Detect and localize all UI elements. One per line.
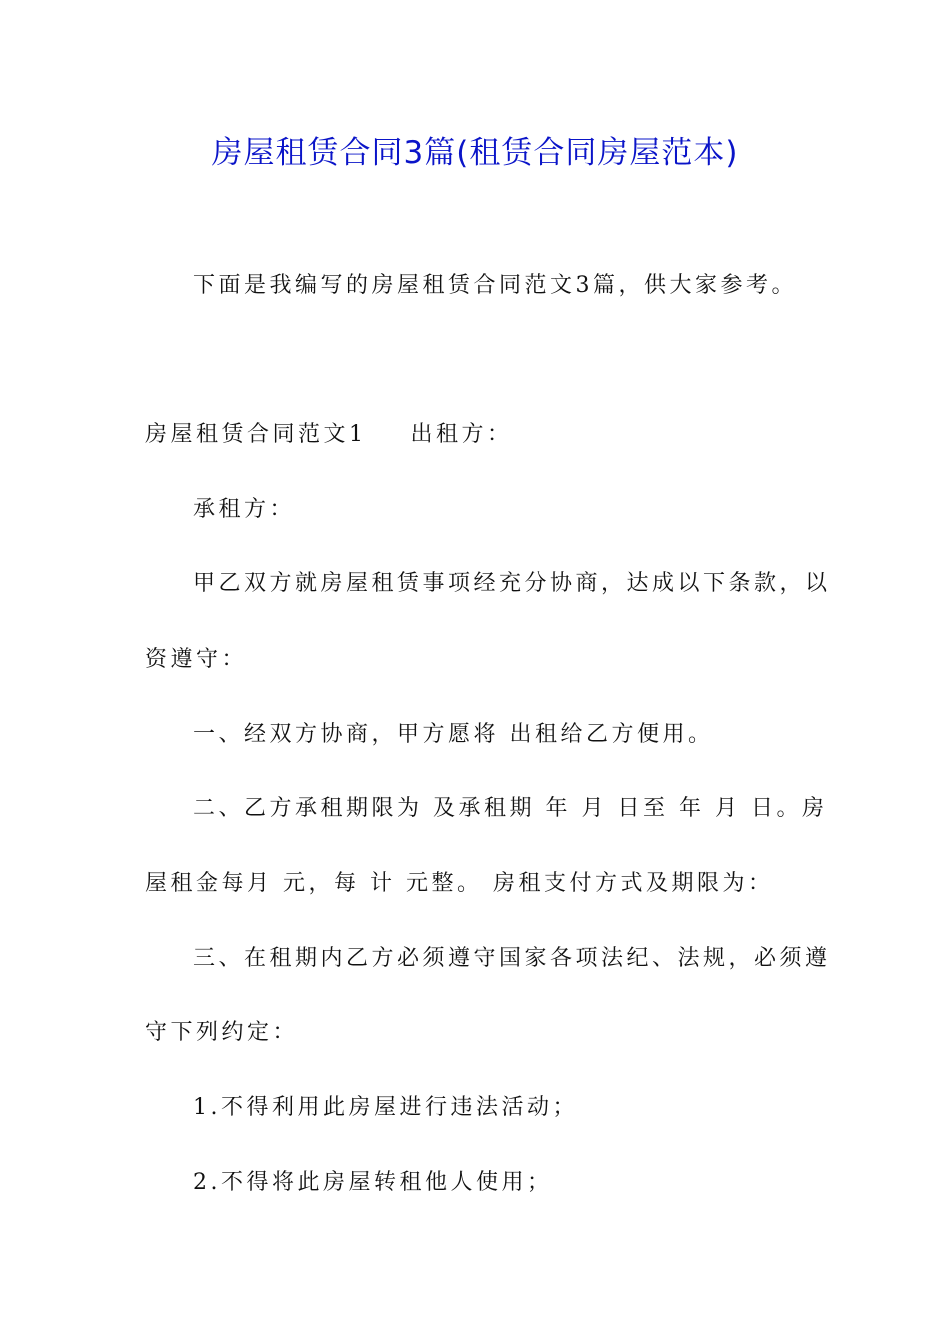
clause-intro-line-1: 甲乙双方就房屋租赁事项经充分协商，达成以下条款，以 xyxy=(193,571,831,596)
rule-2: 2.不得将此房屋转租他人使用； xyxy=(193,1170,553,1195)
section-heading-line xyxy=(145,415,810,455)
item-2-line-2: 屋租金每月 元，每 计 元整。 房租支付方式及期限为： xyxy=(145,871,774,896)
item-2-line-1: 二、乙方承租期限为 及承租期 年 月 日至 年 月 日。房 xyxy=(193,796,828,821)
lessor-label: 出租方： xyxy=(410,422,513,447)
item-3-line-1: 三、在租期内乙方必须遵守国家各项法纪、法规，必须遵 xyxy=(193,946,831,971)
intro-paragraph: 下面是我编写的房屋租赁合同范文3篇，供大家参考。 xyxy=(193,273,797,298)
section-heading: 房屋租赁合同范文1 xyxy=(145,422,367,447)
lessee-label: 承租方： xyxy=(193,497,296,522)
item-1: 一、经双方协商，甲方愿将 出租给乙方便用。 xyxy=(193,722,714,747)
document-title: 房屋租赁合同3篇(租赁合同房屋范本) xyxy=(211,135,739,171)
clause-intro-line-2: 资遵守： xyxy=(145,647,248,672)
rule-1: 1.不得利用此房屋进行违法活动； xyxy=(193,1095,578,1120)
item-3-line-2: 守下列约定： xyxy=(145,1020,299,1045)
